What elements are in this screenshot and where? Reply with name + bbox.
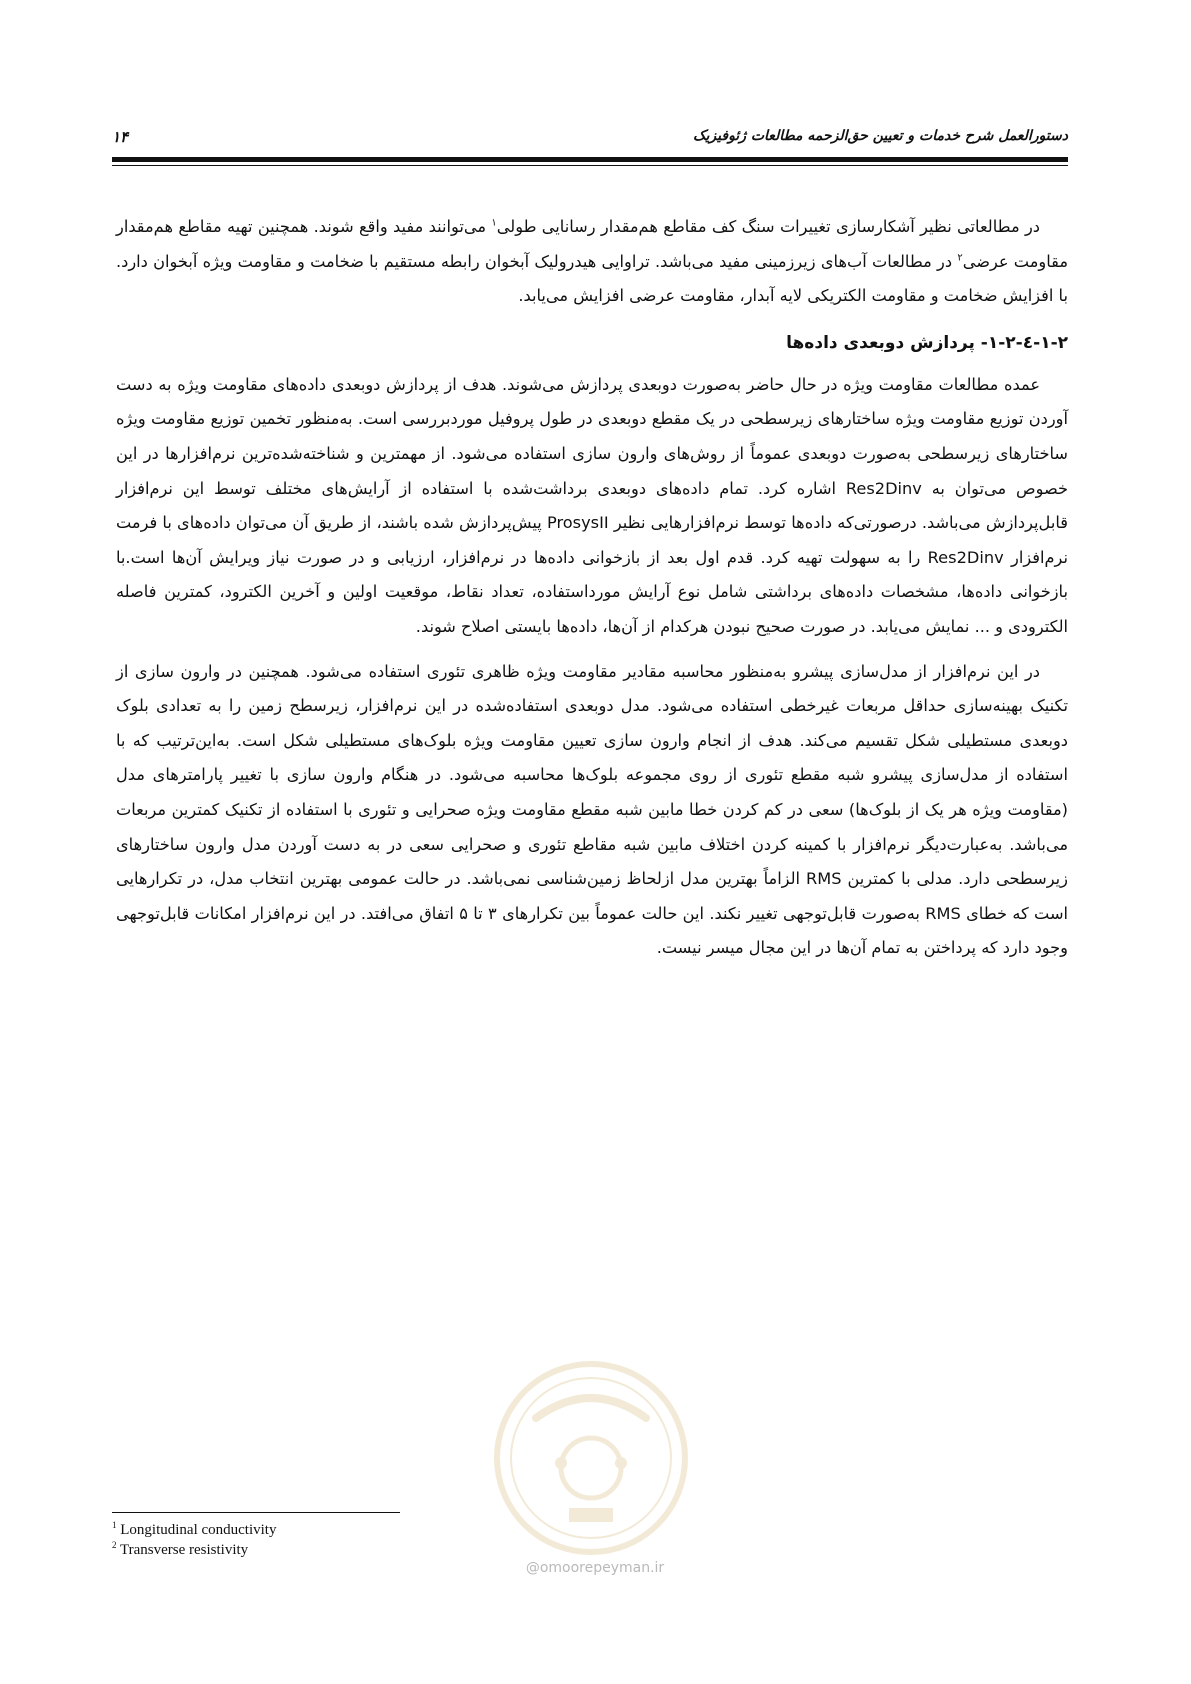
paragraph-1 <box>116 210 1068 314</box>
footnote-ref-1[interactable]: ۱ <box>491 217 497 229</box>
section-heading: ۱-۲-٤-۱-۲- پردازش دوبعدی داده‌ها <box>786 332 1068 353</box>
page-number: ۱۴ <box>112 128 129 146</box>
paragraph-1-part-a: در مطالعاتی نظیر آشکارسازی تغییرات سنگ کف مقاطع هم‌مقدار رسانایی طولی <box>496 217 1040 236</box>
paragraph-3: در این نرم‌افزار از مدل‌سازی پیشرو به‌منظور محاسبه مقادیر مقاومت ویژه ظاهری تئوری استفاده می‌شود. همچنین در وارون سازی از تکنیک بهینه‌سازی حداقل مربعات غیرخطی استفاده می‌شود. مدل دوبعدی استفاده‌شده در این نرم‌افزار، زیرسطح زمین را به تعدادی بلوک دوبعدی مستطیلی شکل تقسیم می‌کند. هدف از انجام وارون سازی تعیین مقاومت ویژه بلوک‌های مستطیلی شکل است. به‌این‌ترتیب که با استفاده از مدل‌سازی پیشرو شبه مقطع تئوری از روی مجموعه بلوک‌ها محاسبه می‌شود. در هنگام وارون سازی با تغییر پارامترهای مدل (مقاومت ویژه هر یک از بلوک‌ها) سعی در کم کردن خطا مابین شبه مقطع مقاومت ویژه صحرایی و تئوری با استفاده از تکنیک کمترین مربعات می‌باشد. به‌عبارت‌دیگر نرم‌افزار با کمینه کردن اختلاف مابین شبه مقاطع تئوری و صحرایی سعی در به دست آوردن مدل وارون ساختارهای زیرسطحی دارد. مدلی با کمترین RMS الزاماً بهترین مدل ازلحاظ زمین‌شناسی نمی‌باشد. در حالت عمومی بهترین انتخاب مدل، در تکرارهایی است که خطای RMS به‌صورت قابل‌توجهی تغییر نکند. این حالت عموماً بین تکرارهای ۳ تا ۵ اتفاق می‌افتد. در این نرم‌افزار امکانات قابل‌توجهی وجود دارد که پرداختن به تمام آن‌ها در این مجال میسر نیست. <box>116 661 1069 958</box>
footnote-1-mark: 1 <box>112 1520 117 1530</box>
footnote-1 <box>112 1520 612 1540</box>
footnote-ref-2[interactable]: ۲ <box>957 252 963 264</box>
paragraph-2: عمده مطالعات مقاومت ویژه در حال حاضر به‌صورت دوبعدی پردازش می‌شوند. هدف از پردازش دوبعدی داده‌های مقاومت ویژه به دست آوردن توزیع مقاومت ویژه ساختارهای زیرسطحی در یک مقطع دوبعدی در طول پروفیل موردبررسی است. به‌منظور تخمین توزیع مقاومت ویژه ساختارهای زیرسطحی به‌صورت دوبعدی عموماً از روش‌های وارون سازی استفاده می‌شود. از مهمترین و شناخته‌شده‌ترین نرم‌افزارها در این خصوص می‌توان به Res2Dinv اشاره کرد. تمام داده‌های دوبعدی برداشت‌شده با استفاده از آرایش‌های مختلف توسط این نرم‌افزار قابل‌پردازش می‌باشد. درصورتی‌که داده‌ها توسط نرم‌افزارهایی نظیر ProsysII پیش‌پردازش شده باشند، از طریق آن می‌توان داده‌های با فرمت نرم‌افزار Res2Dinv را به سهولت تهیه کرد. قدم اول بعد از بازخوانی داده‌ها در نرم‌افزار، ارزیابی و در صورت نیاز ویرایش آن‌ها است.با بازخوانی داده‌ها، مشخصات داده‌های برداشتی شامل نوع آرایش مورداستفاده، تعداد نقاط، موقعیت اولین و آخرین الکترود، کمترین فاصله الکترودی و ... نمایش می‌یابد. در صورت صحیح نبودن هرکدام از آن‌ها، داده‌ها بایستی اصلاح شوند. <box>116 374 1068 636</box>
footnote-1-text: Longitudinal conductivity <box>120 1522 277 1538</box>
header-rule-thick <box>112 157 1068 162</box>
footnote-2 <box>112 1540 612 1560</box>
page-header <box>112 128 1068 148</box>
footnote-2-mark: 2 <box>112 1540 117 1550</box>
footnotes <box>112 1520 612 1560</box>
footnote-2-text: Transverse resistivity <box>119 1542 249 1558</box>
header-rule-thin <box>112 165 1068 166</box>
main-content <box>116 210 1068 966</box>
paragraph-1-part-c: در مطالعات آب‌های زیرزمینی مفید می‌باشد. تراوایی هیدرولیک آبخوان رابطه مستقیم با ضخامت و مقاومت ویژه آبخوان دارد. با افزایش ضخامت و مقاومت الکتریکی لایه آبدار، مقاومت عرضی افزایش می‌یابد. <box>116 251 1068 306</box>
footnote-rule <box>112 1512 400 1513</box>
paragraph-1-part-b: می‌توانند مفید واقع شوند. همچنین تهیه مقاطع هم‌مقدار مقاومت عرضی <box>116 217 1068 271</box>
running-title: دستورالعمل شرح خدمات و تعیین حق‌الزحمه مطالعات ژئوفیزیک <box>693 128 1068 144</box>
watermark-site: @omoorepeyman.ir <box>525 1560 665 1576</box>
